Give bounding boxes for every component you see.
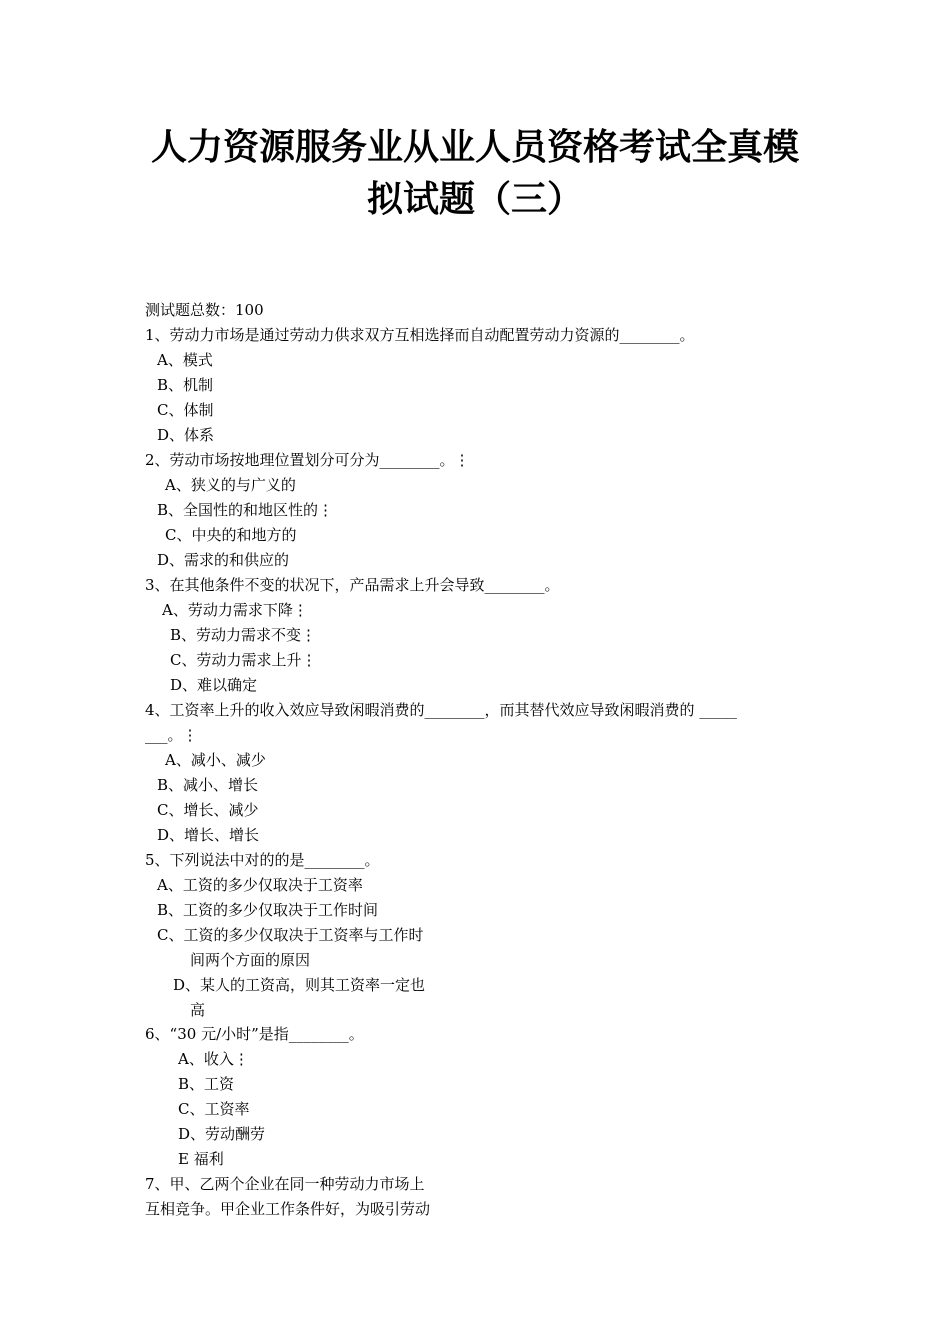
- q1-option-c: C、体制: [157, 401, 214, 419]
- q4-option-b: B、减小、增长: [157, 776, 259, 794]
- q4-stem-line1: 4、工资率上升的收入效应导致闲暇消费的________，而其替代效应导致闲暇消费的 _____: [145, 701, 737, 719]
- q1-stem: 1、劳动力市场是通过劳动力供求双方互相选择而自动配置劳动力资源的________。: [145, 326, 695, 344]
- q6-option-d: D、劳动酬劳: [178, 1125, 266, 1143]
- q5-option-a: A、工资的多少仅取决于工资率: [157, 876, 363, 894]
- q3-option-b: B、劳动力需求不变⋮: [170, 626, 317, 644]
- q7-stem-line1: 7、甲、乙两个企业在同一种劳动力市场上: [145, 1175, 425, 1193]
- doc-title-line2: 拟试题（三）: [366, 179, 583, 220]
- q5-stem: 5、下列说法中对的的是________。: [145, 851, 380, 869]
- q4-stem-line2: ___。⋮: [145, 726, 198, 744]
- q6-option-e: E 福利: [178, 1150, 224, 1168]
- q1-option-b: B、机制: [157, 376, 214, 394]
- q6-option-c: C、工资率: [178, 1100, 250, 1118]
- q7-stem-line2: 互相竞争。甲企业工作条件好，为吸引劳动: [145, 1200, 431, 1218]
- total-count: 测试题总数：100: [145, 301, 264, 319]
- q5-option-d-line1: D、某人的工资高，则其工资率一定也: [173, 976, 426, 994]
- q5-option-d-line2: 高: [190, 1001, 206, 1019]
- q4-option-c: C、增长、减少: [157, 801, 259, 819]
- q2-option-c: C、中央的和地方的: [165, 526, 297, 544]
- q2-option-b: B、全国性的和地区性的⋮: [157, 501, 334, 519]
- q2-stem: 2、劳动市场按地理位置划分可分为________。⋮: [145, 451, 470, 469]
- q1-option-a: A、模式: [157, 351, 213, 369]
- q3-option-c: C、劳动力需求上升⋮: [170, 651, 317, 669]
- q6-stem: 6、“30 元/小时”是指________。: [145, 1025, 364, 1043]
- q2-option-d: D、需求的和供应的: [157, 551, 290, 569]
- q5-option-c-line2: 间两个方面的原因: [190, 951, 311, 969]
- q1-option-d: D、体系: [157, 426, 215, 444]
- q6-option-a: A、收入⋮: [178, 1050, 249, 1068]
- q3-option-a: A、劳动力需求下降⋮: [162, 601, 308, 619]
- q4-option-a: A、减小、减少: [165, 751, 266, 769]
- q3-stem: 3、在其他条件不变的状况下，产品需求上升会导致________。: [145, 576, 560, 594]
- q3-option-d: D、难以确定: [170, 676, 258, 694]
- doc-title-line1: 人力资源服务业从业人员资格考试全真模: [150, 127, 799, 168]
- q6-option-b: B、工资: [178, 1075, 235, 1093]
- q5-option-c-line1: C、工资的多少仅取决于工资率与工作时: [157, 926, 424, 944]
- q2-option-a: A、狭义的与广义的: [165, 476, 296, 494]
- q5-option-b: B、工资的多少仅取决于工作时间: [157, 901, 379, 919]
- q4-option-d: D、增长、增长: [157, 826, 260, 844]
